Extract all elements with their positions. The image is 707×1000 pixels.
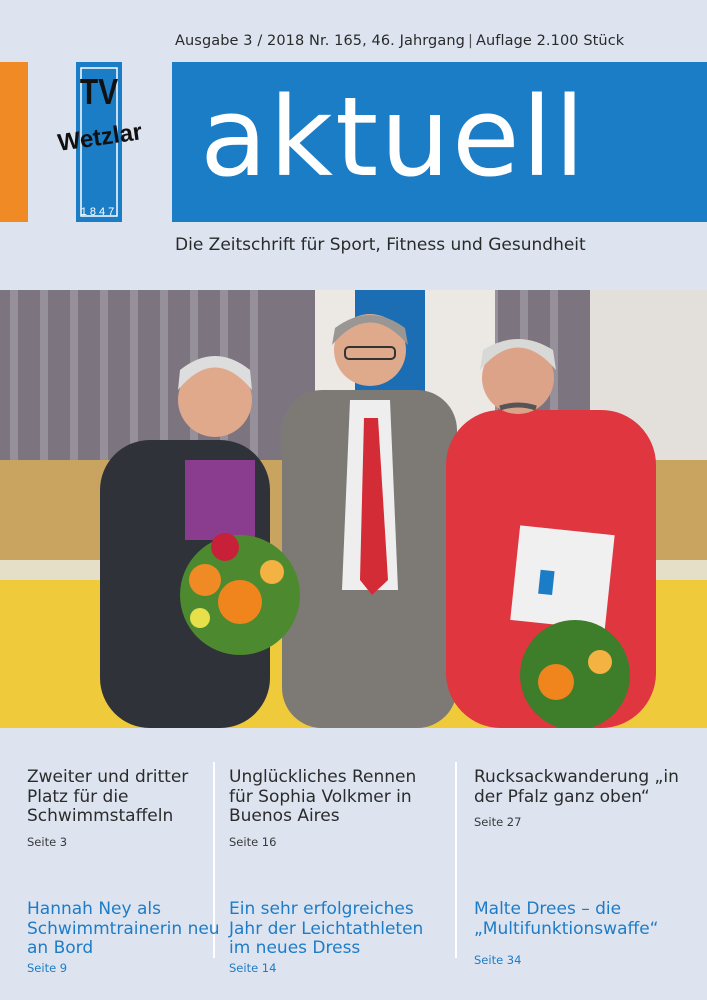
- teaser-column-2: [229, 767, 439, 975]
- teaser-page: Seite 34: [474, 953, 522, 967]
- teaser-headline: Ein sehr erfolgreiches Jahr der Leichtathleten im neues Dress: [229, 899, 424, 958]
- tv-wetzlar-logo-icon: [52, 62, 150, 222]
- teaser-top[interactable]: [474, 768, 689, 829]
- bouquet-right: [520, 620, 630, 728]
- teaser-page: Seite 16: [229, 834, 277, 849]
- teaser-headline: Rucksackwanderung „in der Pfalz ganz oben“: [474, 767, 679, 807]
- separator: |: [467, 33, 473, 49]
- teaser-page: Seite 3: [27, 834, 68, 849]
- title-band: [172, 62, 707, 222]
- teaser-page: Seite 27: [474, 815, 522, 829]
- teaser-column-1: [27, 767, 227, 975]
- teaser-top[interactable]: [27, 768, 227, 849]
- logo-year: 1847: [80, 206, 118, 218]
- teaser-bottom[interactable]: [229, 900, 439, 975]
- issue-info: Ausgabe 3 / 2018 Nr. 165, 46. Jahrgang: [175, 33, 465, 49]
- teaser-headline: Zweiter und dritter Platz für die Schwimmstaffeln: [27, 767, 189, 826]
- magazine-title: aktuell: [200, 73, 587, 201]
- teaser-section: [0, 740, 707, 1000]
- magazine-subtitle: Die Zeitschrift für Sport, Fitness und Gesundheit: [175, 235, 586, 255]
- teaser-bottom[interactable]: [27, 900, 227, 975]
- club-logo: [52, 62, 150, 222]
- teaser-column-3: [474, 767, 689, 967]
- cover-photo: [0, 290, 707, 728]
- orange-accent-bar: [0, 62, 28, 222]
- teaser-headline: Hannah Ney als Schwimmtrainerin neu an Bord: [27, 899, 220, 958]
- teaser-top[interactable]: [229, 768, 439, 849]
- cover-photo-illustration: [0, 290, 707, 728]
- teaser-page: Seite 9: [27, 960, 68, 975]
- logo-line1: TV: [79, 72, 119, 113]
- logo-line2: Wetzlar: [56, 118, 144, 157]
- issue-line: [175, 33, 624, 49]
- teaser-page: Seite 14: [229, 960, 277, 975]
- edition-info: Auflage 2.100 Stück: [475, 33, 625, 49]
- teaser-headline: Malte Drees – die „Multifunktionswaffe“: [474, 899, 659, 939]
- column-divider: [455, 762, 457, 958]
- teaser-headline: Unglückliches Rennen für Sophia Volkmer in Buenos Aires: [229, 767, 417, 826]
- teaser-bottom[interactable]: [474, 900, 689, 967]
